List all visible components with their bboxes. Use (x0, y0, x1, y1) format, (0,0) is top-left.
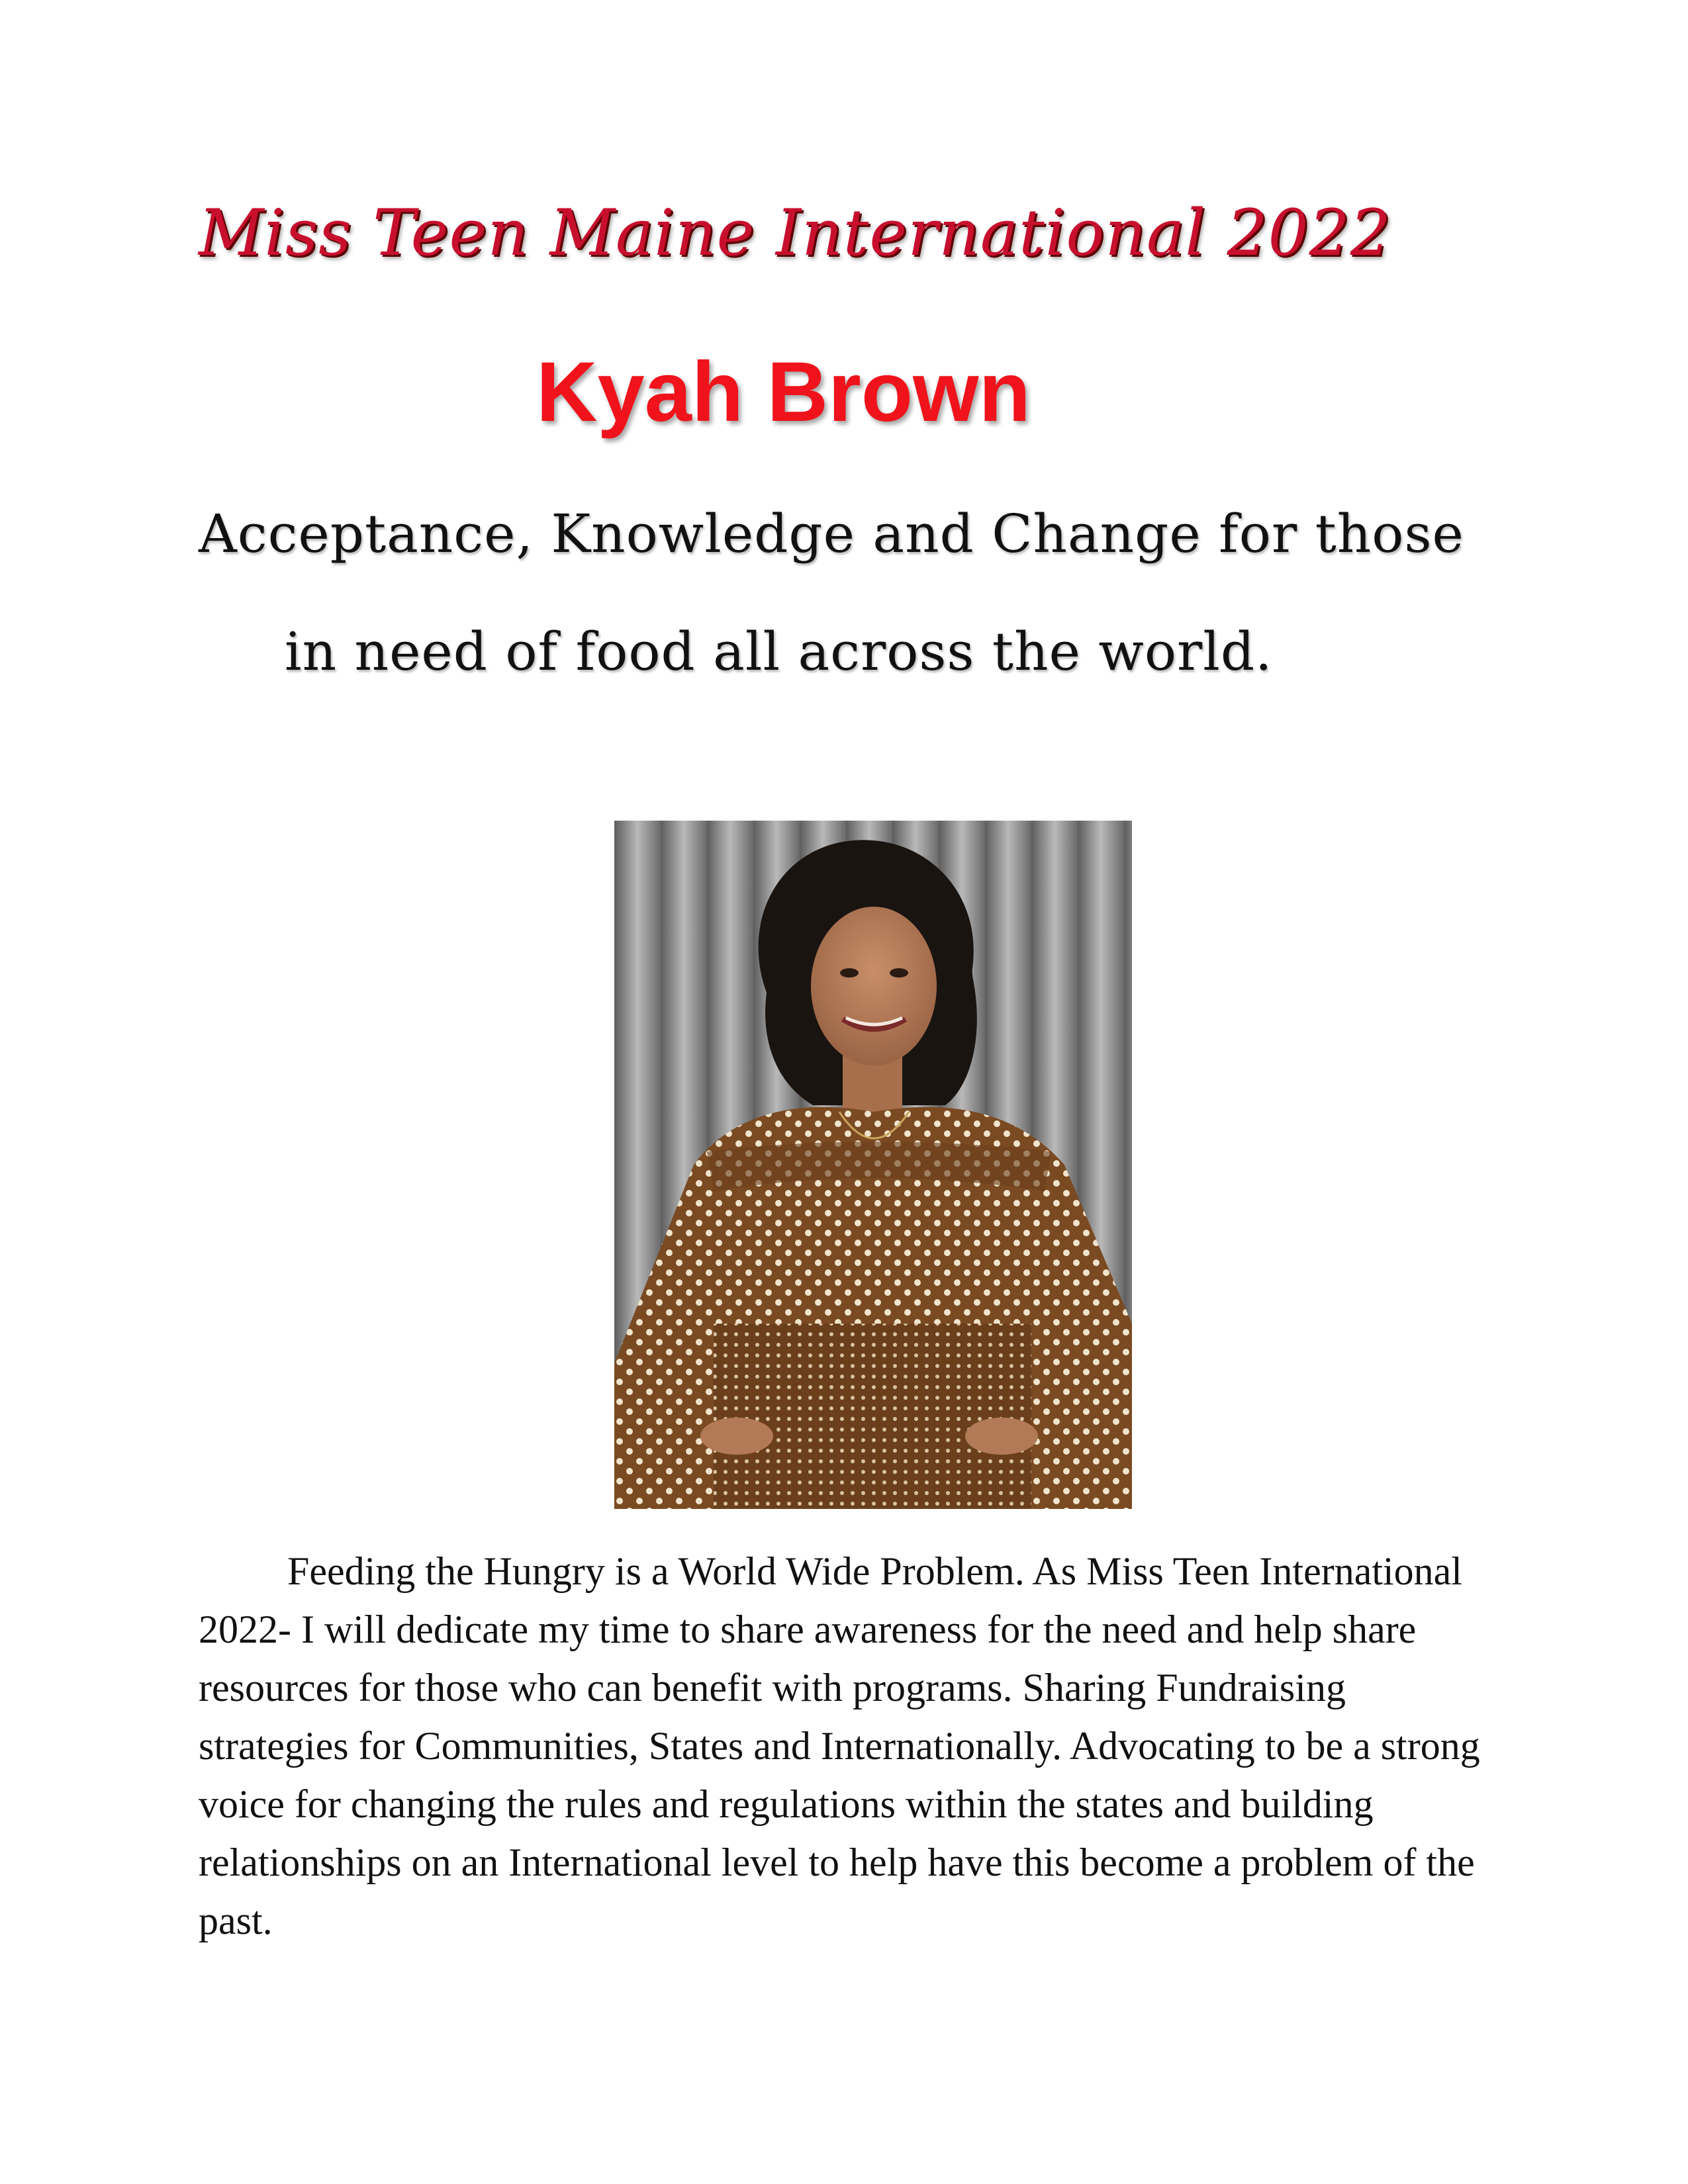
portrait-photo (614, 821, 1132, 1509)
platform-line-2: in need of food all across the world. (285, 621, 1273, 682)
platform-line-1: Acceptance, Knowledge and Change for those (199, 503, 1464, 565)
platform-paragraph (199, 1542, 1496, 1950)
document-title: Miss Teen Maine International 2022 (199, 196, 1391, 270)
paragraph-text: Feeding the Hungry is a World Wide Problem. As Miss Teen International 2022- I will dedicate my time to share awareness for the need and help share resources for those who can benefit with programs. Sharing Fundraising strategies for Communities, States and Internationally. Advocating to be a strong voice for changing the rules and regulations within the states and building relationships on an International level to help have this become a problem of the past. (199, 1549, 1480, 1942)
honoree-name: Kyah Brown (536, 345, 1031, 439)
